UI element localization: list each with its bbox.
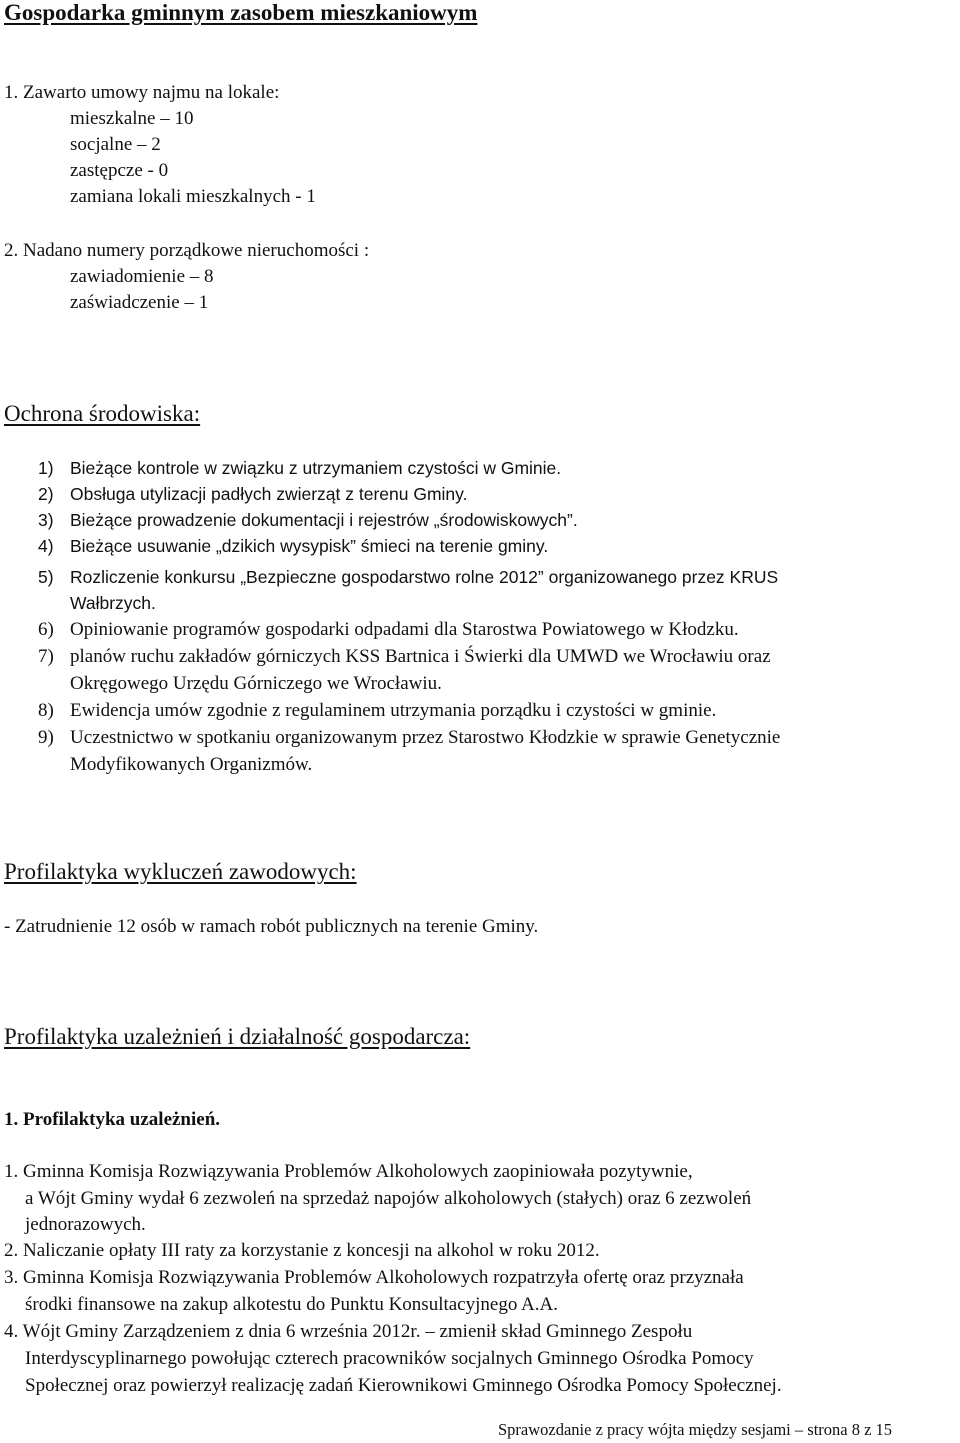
env-item-number: 8) <box>38 700 54 721</box>
housing-item-2: 2. Nadano numery porządkowe nieruchomości : <box>4 240 370 261</box>
env-item-number: 4) <box>38 536 54 556</box>
env-item-number: 6) <box>38 619 54 640</box>
env-item-number: 2) <box>38 484 54 504</box>
env-item-text: Ewidencja umów zgodnie z regulaminem utrzymania porządku i czystości w gminie. <box>70 700 717 721</box>
section-title-addiction: Profilaktyka uzależnień i działalność gospodarcza: <box>4 1024 471 1049</box>
addiction-line: 4. Wójt Gminy Zarządzeniem z dnia 6 września 2012r. – zmienił skład Gminnego Zespołu <box>4 1321 693 1342</box>
section-title-environment: Ochrona środowiska: <box>4 401 201 426</box>
addiction-line: środki finansowe na zakup alkotestu do Punktu Konsultacyjnego A.A. <box>25 1294 558 1315</box>
page-footer: Sprawozdanie z pracy wójta między sesjami – strona 8 z 15 <box>498 1420 893 1439</box>
housing-line: zamiana lokali mieszkalnych - 1 <box>70 186 316 207</box>
env-item-continuation: Wałbrzych. <box>70 593 156 613</box>
env-item-number: 5) <box>38 567 54 587</box>
addiction-line: 2. Naliczanie opłaty III raty za korzystanie z koncesji na alkohol w roku 2012. <box>4 1240 600 1261</box>
housing-line: socjalne – 2 <box>70 134 161 155</box>
addiction-line: Społecznej oraz powierzył realizację zadań Kierownikowi Gminnego Ośrodka Pomocy Społecznej. <box>25 1375 782 1396</box>
employment-text: - Zatrudnienie 12 osób w ramach robót publicznych na terenie Gminy. <box>4 916 539 937</box>
addiction-line: jednorazowych. <box>25 1214 146 1235</box>
section-title-housing: Gospodarka gminnym zasobem mieszkaniowym <box>4 0 478 25</box>
env-item-number: 3) <box>38 510 54 530</box>
section-title-employment: Profilaktyka wykluczeń zawodowych: <box>4 859 357 884</box>
env-item-number: 9) <box>38 727 54 748</box>
env-item-text: Bieżące usuwanie „dzikich wysypisk” śmieci na terenie gminy. <box>70 536 549 556</box>
env-item-number: 1) <box>38 458 54 478</box>
env-item-continuation: Modyfikowanych Organizmów. <box>70 754 313 775</box>
env-item-continuation: Okręgowego Urzędu Górniczego we Wrocławiu. <box>70 673 442 694</box>
env-item-number: 7) <box>38 646 54 667</box>
env-item-text: Uczestnictwo w spotkaniu organizowanym przez Starostwo Kłodzkie w sprawie Genetycznie <box>70 727 781 748</box>
housing-line: zastępcze - 0 <box>70 160 169 181</box>
env-item-text: Rozliczenie konkursu „Bezpieczne gospodarstwo rolne 2012” organizowanego przez KRUS <box>70 567 779 587</box>
housing-line: zaświadczenie – 1 <box>70 292 209 313</box>
env-item-text: Obsługa utylizacji padłych zwierząt z terenu Gminy. <box>70 484 468 504</box>
addiction-line: Interdyscyplinarnego powołując czterech pracowników socjalnych Gminnego Ośrodka Pomocy <box>25 1348 754 1369</box>
addiction-line: a Wójt Gminy wydał 6 zezwoleń na sprzedaż napojów alkoholowych (stałych) oraz 6 zezwoleń <box>25 1188 752 1209</box>
addiction-line: 1. Gminna Komisja Rozwiązywania Problemów Alkoholowych zaopiniowała pozytywnie, <box>4 1161 693 1182</box>
env-item-text: Opiniowanie programów gospodarki odpadami dla Starostwa Powiatowego w Kłodzku. <box>70 619 739 640</box>
env-item-text: Bieżące prowadzenie dokumentacji i rejestrów „środowiskowych”. <box>70 510 578 530</box>
housing-line: mieszkalne – 10 <box>70 108 194 129</box>
addiction-subtitle: 1. Profilaktyka uzależnień. <box>4 1109 221 1130</box>
housing-line: zawiadomienie – 8 <box>70 266 214 287</box>
env-item-text: Bieżące kontrole w związku z utrzymaniem czystości w Gminie. <box>70 458 562 478</box>
housing-item-1: 1. Zawarto umowy najmu na lokale: <box>4 82 280 103</box>
addiction-line: 3. Gminna Komisja Rozwiązywania Problemów Alkoholowych rozpatrzyła ofertę oraz przyznała <box>4 1267 744 1288</box>
env-item-text: planów ruchu zakładów górniczych KSS Bartnica i Świerki dla UMWD we Wrocławiu oraz <box>70 646 771 667</box>
